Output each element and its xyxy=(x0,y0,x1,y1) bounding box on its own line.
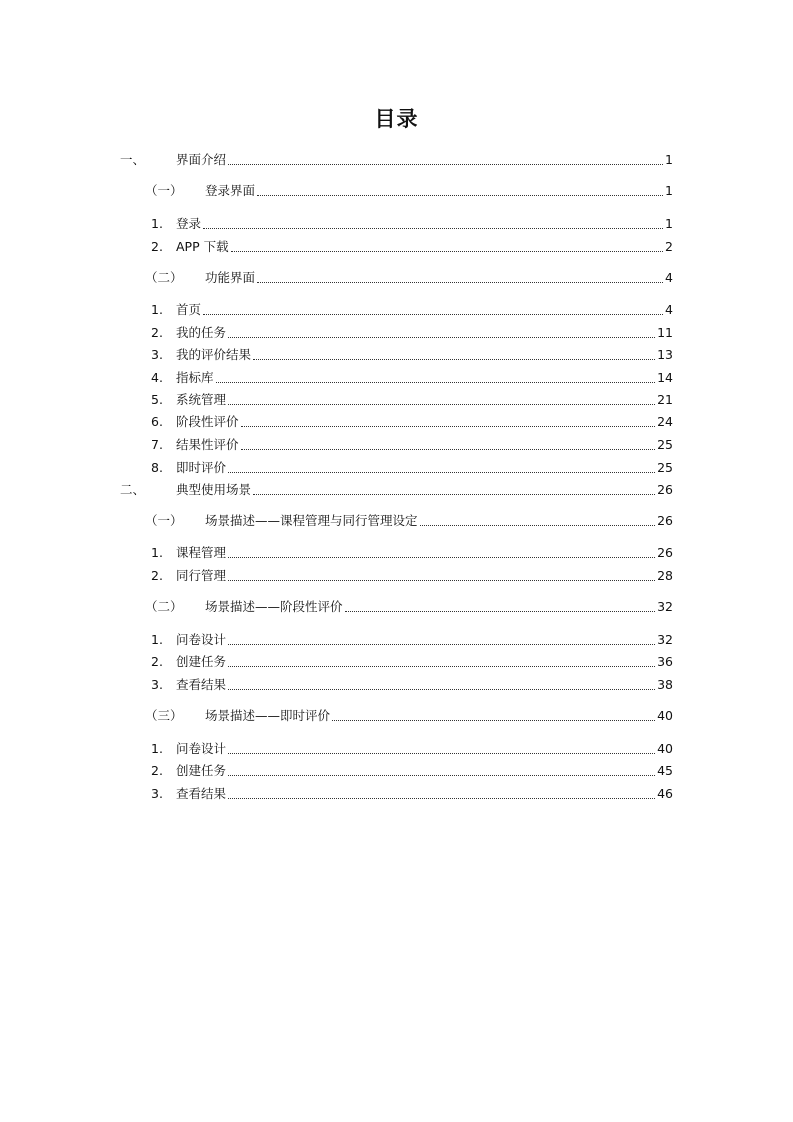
toc-entry-text: 同行管理 xyxy=(176,568,227,583)
toc-entry[interactable] xyxy=(151,298,673,318)
toc-leader xyxy=(257,194,663,196)
toc-entry-number: （三） xyxy=(145,708,183,723)
toc-entry[interactable] xyxy=(151,212,673,232)
toc-entry[interactable] xyxy=(151,433,673,453)
toc-entry-number: 3. xyxy=(151,347,163,362)
toc-leader xyxy=(228,774,655,776)
toc-entry-page: 26 xyxy=(657,513,673,528)
toc-entry-page: 45 xyxy=(657,763,673,778)
toc-entry-text: 场景描述——即时评价 xyxy=(205,708,331,723)
toc-leader xyxy=(228,163,663,165)
toc-entry[interactable] xyxy=(151,343,673,363)
toc-entry-text: 登录界面 xyxy=(205,183,256,198)
toc-leader xyxy=(228,643,655,645)
toc-entry-page: 38 xyxy=(657,677,673,692)
toc-entry-text: 我的任务 xyxy=(176,325,227,340)
toc-entry-number: 1. xyxy=(151,302,163,317)
toc-entry[interactable] xyxy=(145,509,673,529)
toc-entry[interactable] xyxy=(151,650,673,670)
toc-entry-text: 阶段性评价 xyxy=(176,414,239,429)
toc-entry[interactable] xyxy=(151,366,673,386)
toc-entry-text: 典型使用场景 xyxy=(176,482,252,497)
toc-entry-number: 8. xyxy=(151,460,163,475)
toc-entry-page: 28 xyxy=(657,568,673,583)
toc-entry-page: 40 xyxy=(657,741,673,756)
toc-entry-number: 1. xyxy=(151,545,163,560)
toc-entry[interactable] xyxy=(151,782,673,802)
toc-entry-number: 2. xyxy=(151,568,163,583)
toc-entry-page: 40 xyxy=(657,708,673,723)
toc-leader xyxy=(228,471,655,473)
toc-leader xyxy=(231,250,663,252)
toc-entry-page: 32 xyxy=(657,599,673,614)
toc-entry-page: 14 xyxy=(657,370,673,385)
toc-entry[interactable] xyxy=(151,541,673,561)
toc-entry-text: 查看结果 xyxy=(176,786,227,801)
toc-entry-number: （二） xyxy=(145,599,183,614)
toc-leader xyxy=(253,493,655,495)
toc-entry-text: 即时评价 xyxy=(176,460,227,475)
toc-leader xyxy=(332,719,655,721)
toc-entry-text: 查看结果 xyxy=(176,677,227,692)
toc-entry[interactable] xyxy=(151,673,673,693)
toc-leader xyxy=(257,281,663,283)
toc-entry-text: 我的评价结果 xyxy=(176,347,252,362)
toc-entry-number: 2. xyxy=(151,763,163,778)
toc-entry-text: 创建任务 xyxy=(176,763,227,778)
toc-leader xyxy=(203,313,663,315)
toc-entry-page: 4 xyxy=(665,270,673,285)
toc-leader xyxy=(420,524,656,526)
toc-entry-number: （一） xyxy=(145,183,183,198)
toc-entry[interactable] xyxy=(151,564,673,584)
toc-entry-number: 6. xyxy=(151,414,163,429)
toc-entry-page: 46 xyxy=(657,786,673,801)
toc-entry-number: （二） xyxy=(145,270,183,285)
toc-entry[interactable] xyxy=(151,628,673,648)
toc-leader xyxy=(241,425,656,427)
toc-entry[interactable] xyxy=(151,321,673,341)
toc-entry-page: 13 xyxy=(657,347,673,362)
toc-entry-number: 3. xyxy=(151,786,163,801)
toc-entry-page: 32 xyxy=(657,632,673,647)
toc-leader xyxy=(228,797,655,799)
toc-entry-number: 二、 xyxy=(120,482,146,497)
toc-entry[interactable] xyxy=(120,478,673,498)
toc-entry-number: 2. xyxy=(151,325,163,340)
toc-entry-number: 3. xyxy=(151,677,163,692)
toc-leader xyxy=(203,227,663,229)
toc-entry-page: 26 xyxy=(657,482,673,497)
toc-entry-number: 2. xyxy=(151,239,163,254)
toc-entry-number: 5. xyxy=(151,392,163,407)
toc-entry-number: （一） xyxy=(145,513,183,528)
toc-entry-number: 2. xyxy=(151,654,163,669)
toc-leader xyxy=(228,665,655,667)
toc-leader xyxy=(216,381,656,383)
toc-entry-page: 25 xyxy=(657,460,673,475)
toc-entry-page: 36 xyxy=(657,654,673,669)
toc-entry-text: 功能界面 xyxy=(205,270,256,285)
toc-entry-text: 界面介绍 xyxy=(176,152,227,167)
toc-leader xyxy=(228,752,655,754)
toc-entry-text: 结果性评价 xyxy=(176,437,239,452)
toc-entry-number: 7. xyxy=(151,437,163,452)
toc-entry-text: 课程管理 xyxy=(176,545,227,560)
toc-entry-page: 1 xyxy=(665,216,673,231)
toc-entry-text: 问卷设计 xyxy=(176,741,227,756)
toc-entry[interactable] xyxy=(145,704,673,724)
toc-leader xyxy=(228,556,655,558)
toc-entry-text: 指标库 xyxy=(176,370,214,385)
toc-entry[interactable] xyxy=(145,266,673,286)
toc-leader xyxy=(228,403,655,405)
toc-entry-text: 系统管理 xyxy=(176,392,227,407)
toc-entry-page: 21 xyxy=(657,392,673,407)
toc-entry[interactable] xyxy=(145,595,673,615)
toc-entry[interactable] xyxy=(151,235,673,255)
toc-leader xyxy=(345,610,656,612)
toc-entry-number: 4. xyxy=(151,370,163,385)
toc-entry-text: 场景描述——课程管理与同行管理设定 xyxy=(205,513,418,528)
toc-entry-page: 4 xyxy=(665,302,673,317)
toc-entry-text: 创建任务 xyxy=(176,654,227,669)
toc-entry-page: 1 xyxy=(665,183,673,198)
toc-entry[interactable] xyxy=(151,410,673,430)
toc-leader xyxy=(228,336,655,338)
toc-leader xyxy=(228,579,655,581)
toc-leader xyxy=(228,688,655,690)
toc-entry[interactable] xyxy=(120,148,673,168)
toc-entry-page: 25 xyxy=(657,437,673,452)
toc-title: 目录 xyxy=(374,107,419,131)
toc-entry[interactable] xyxy=(151,388,673,408)
toc-entry-text: 场景描述——阶段性评价 xyxy=(205,599,343,614)
toc-entry-page: 1 xyxy=(665,152,673,167)
toc-entry-number: 一、 xyxy=(120,152,146,167)
toc-entry[interactable] xyxy=(151,456,673,476)
toc-leader xyxy=(253,358,655,360)
toc-entry-page: 26 xyxy=(657,545,673,560)
toc-entry-page: 2 xyxy=(665,239,673,254)
toc-entry-number: 1. xyxy=(151,741,163,756)
toc-entry-text: 问卷设计 xyxy=(176,632,227,647)
toc-entry[interactable] xyxy=(151,737,673,757)
toc-entry-text: APP 下载 xyxy=(176,239,229,254)
toc-entry[interactable] xyxy=(151,759,673,779)
toc-entry-number: 1. xyxy=(151,632,163,647)
toc-leader xyxy=(241,448,656,450)
toc-entry-page: 24 xyxy=(657,414,673,429)
toc-entry-number: 1. xyxy=(151,216,163,231)
toc-entry-text: 登录 xyxy=(176,216,202,231)
toc-entry-page: 11 xyxy=(657,325,673,340)
toc-entry-text: 首页 xyxy=(176,302,202,317)
toc-entry[interactable] xyxy=(145,179,673,199)
